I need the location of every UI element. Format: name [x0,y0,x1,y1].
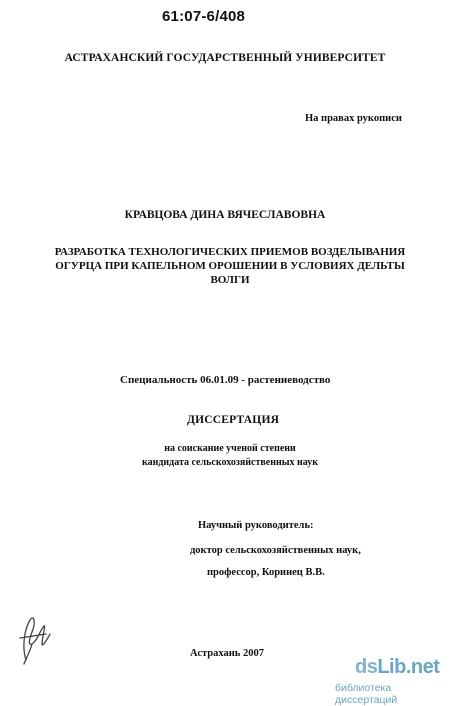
title-line: ВОЛГИ [210,274,250,286]
title-line: РАЗРАБОТКА ТЕХНОЛОГИЧЕСКИХ ПРИЕМОВ ВОЗДЕЛЫВАНИЯ [54,246,406,258]
city-year: Астрахань 2007 [190,648,264,659]
watermark-subtitle: библиотека диссертаций [335,682,398,706]
archive-code: 61:07-6/408 [162,8,246,25]
supervisor-degree: доктор сельскохозяйственных наук, [190,545,361,556]
university-name: АСТРАХАНСКИЙ ГОСУДАРСТВЕННЫЙ УНИВЕРСИТЕТ [64,52,386,64]
watermark-logo-prefix: ds [355,656,378,678]
degree-statement [110,442,350,470]
author-name: КРАВЦОВА ДИНА ВЯЧЕСЛАВОВНА [124,209,326,221]
handwritten-signature [12,608,58,668]
dissertation-title [40,245,420,287]
watermark-logo-rest: Lib.net [377,656,440,678]
title-line: ОГУРЦА ПРИ КАПЕЛЬНОМ ОРОШЕНИИ В УСЛОВИЯХ ДЕЛЬТЫ [55,260,405,272]
supervisor-name: профессор, Коринец В.В. [207,567,325,578]
specialty: Специальность 06.01.09 - растениеводство [120,374,331,386]
rights-note: На правах рукописи [305,113,402,124]
document-type: ДИССЕРТАЦИЯ [187,414,280,426]
watermark-logo [355,656,439,679]
degree-line: кандидата сельскохозяйственных наук [141,457,319,468]
degree-line: на соискание ученой степени [164,443,296,454]
supervisor-heading: Научный руководитель: [198,520,314,531]
